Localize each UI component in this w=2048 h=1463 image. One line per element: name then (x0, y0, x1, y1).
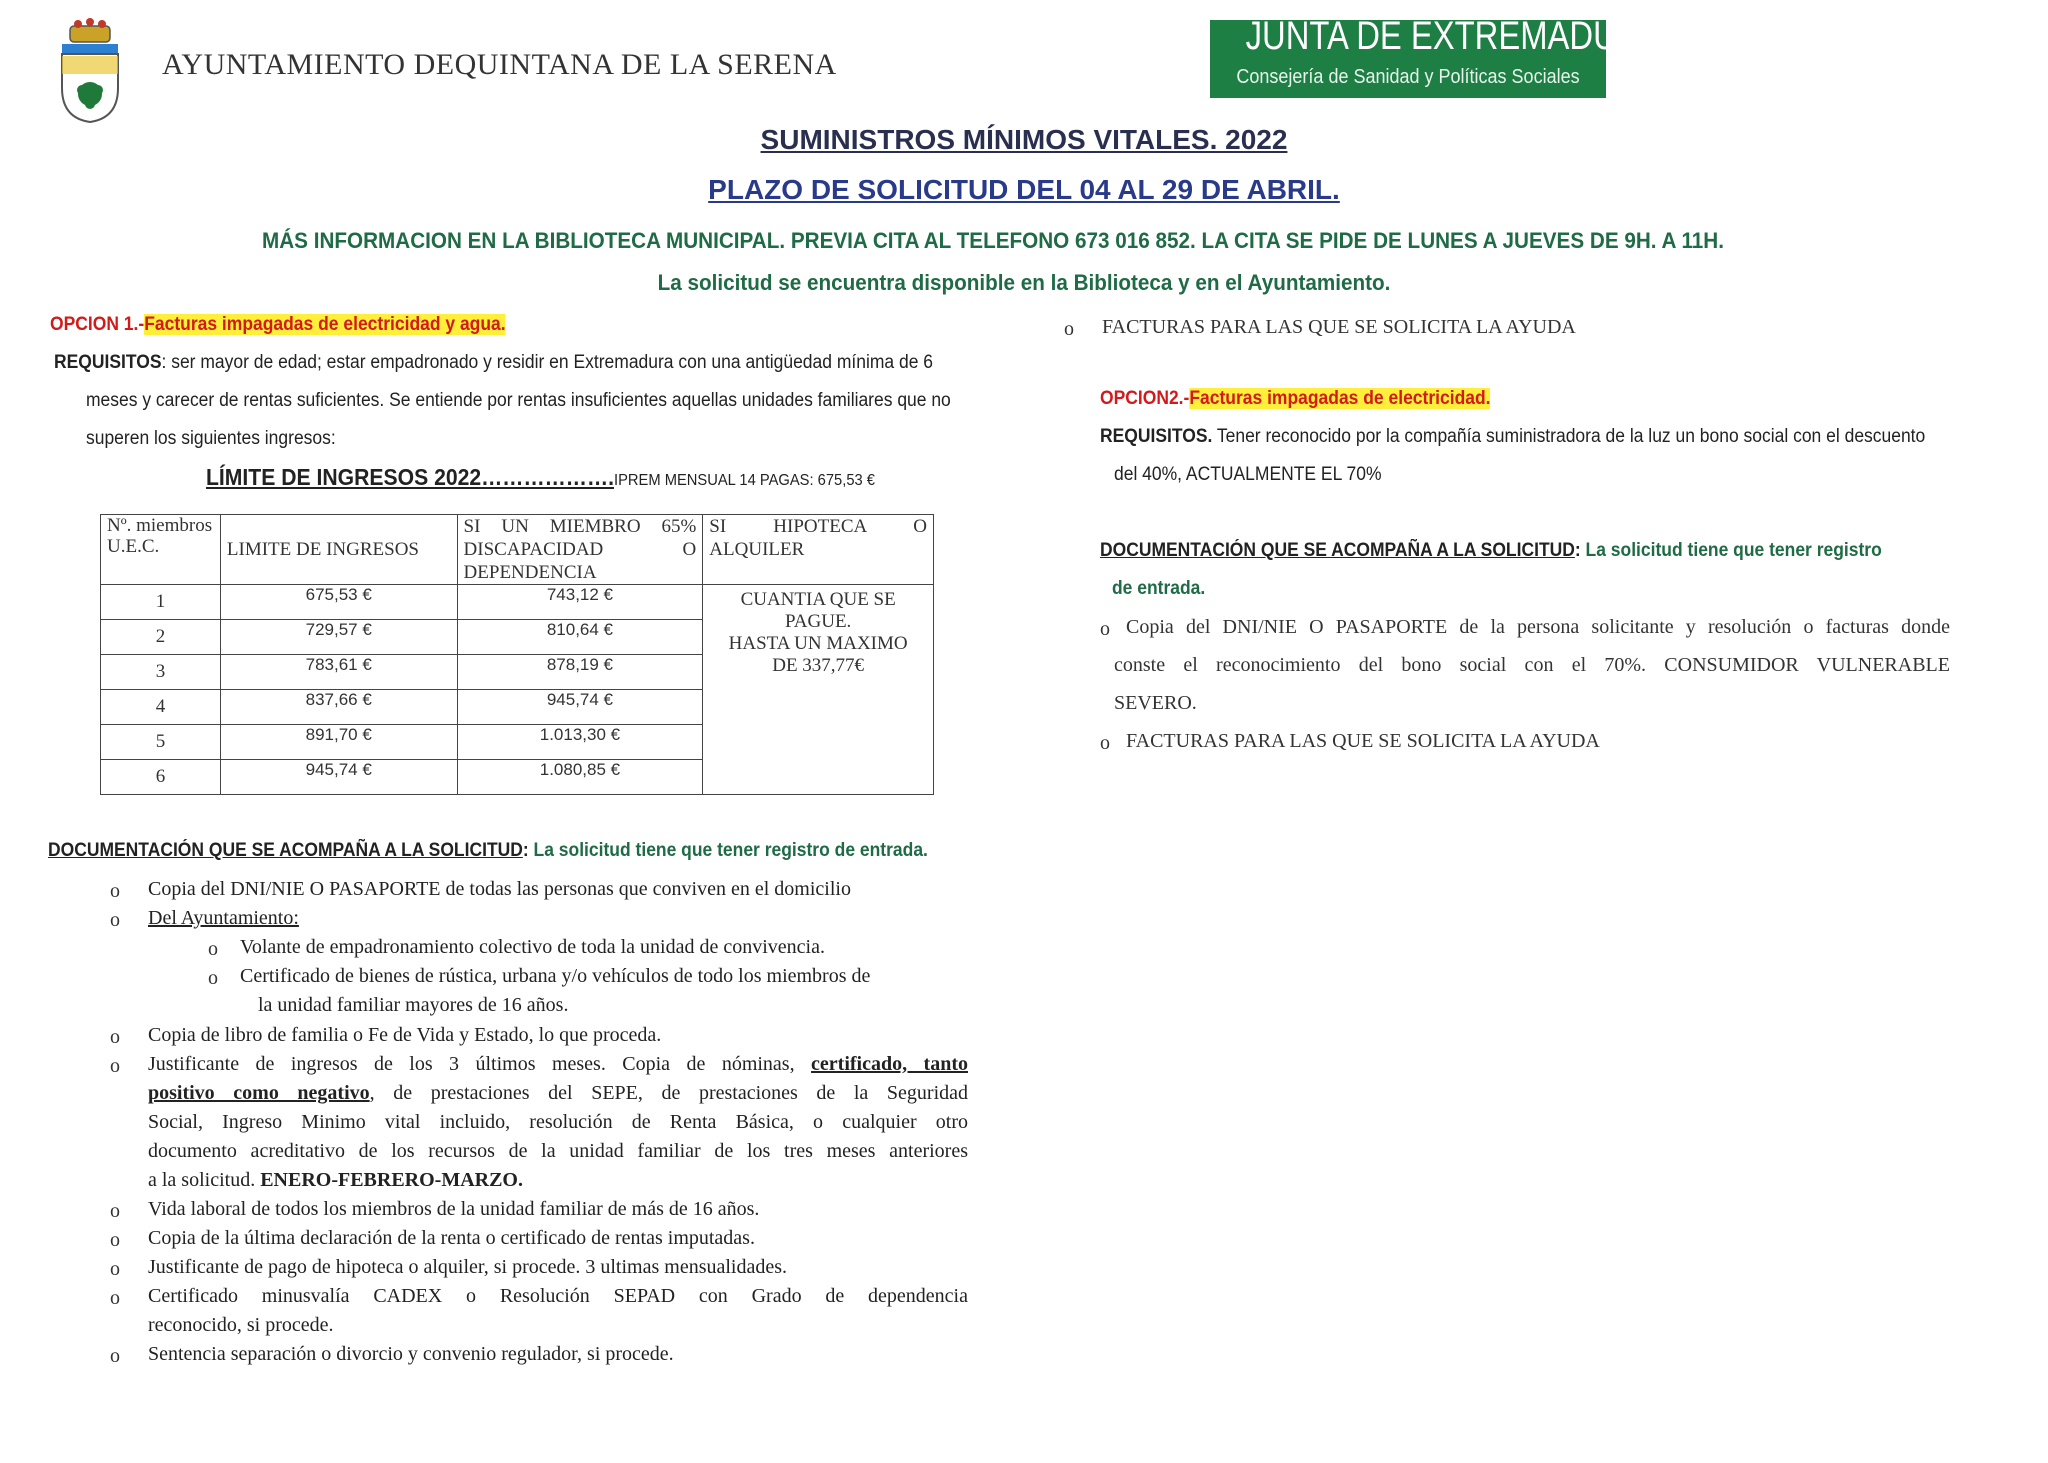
doc1-item-dni: Copia del DNI/NIE O PASAPORTE de todas las personas que conviven en el domicilio (148, 878, 851, 900)
bullet-icon: o (1100, 732, 1110, 754)
doc2-heading: DOCUMENTACIÓN QUE SE ACOMPAÑA A LA SOLICITUD: La solicitud tiene que tener registro (1100, 540, 1882, 561)
bullet-icon: o (110, 1200, 120, 1222)
bullet-icon: o (110, 1287, 120, 1309)
requirements-text: : ser mayor de edad; estar empadronado y residir en Extremadura con una antigüedad mínima de 6 (161, 352, 934, 373)
doc1-sub-certificado-2: la unidad familiar mayores de 16 años. (258, 994, 569, 1016)
table-row (101, 585, 934, 620)
bullet-icon: o (110, 1055, 120, 1077)
limit-cell: 783,61 € (220, 655, 457, 690)
ingresos-text: , de prestaciones del SEPE, de prestaciones de la Seguridad (369, 1082, 969, 1104)
junta-logo (1210, 14, 1663, 98)
doc1-item-libro: Copia de libro de familia o Fe de Vida y Estado, lo que proceda. (148, 1024, 662, 1046)
bullet-icon: o (110, 1258, 120, 1280)
option2-requirements-2: del 40%, ACTUALMENTE EL 70% (1114, 464, 1382, 485)
income-limit-heading (206, 464, 875, 491)
limit-cell: 891,70 € (220, 725, 457, 760)
requirements2-text: Tener reconocido por la compañía suministradora de la luz un bono social con el descuento (1212, 426, 1926, 447)
doc1-item-minusvalia-2: reconocido, si procede. (148, 1314, 334, 1336)
option1-requirements-1 (54, 352, 933, 374)
doc1-item-ingresos-5 (148, 1169, 523, 1192)
header-members: Nº. miembros U.E.C. (101, 515, 221, 585)
option1-label: OPCION 1.- (50, 314, 145, 335)
doc2-item-dni-3: SEVERO. (1114, 692, 1197, 714)
doc2-item-facturas: FACTURAS PARA LAS QUE SE SOLICITA LA AYUDA (1126, 730, 1600, 752)
ingresos-text: a la solicitud. (148, 1169, 261, 1191)
option2-heading (1100, 388, 1491, 410)
option1-heading (50, 314, 506, 336)
disability-cell: 878,19 € (457, 655, 703, 690)
deadline-title: PLAZO DE SOLICITUD DEL 04 AL 29 DE ABRIL. (708, 174, 1340, 205)
doc1-note: La solicitud tiene que tener registro de entrada. (533, 840, 928, 861)
doc2-note: La solicitud tiene que tener registro (1585, 540, 1882, 561)
limit-cell: 837,66 € (220, 690, 457, 725)
doc1-item-ingresos-1 (148, 1053, 968, 1076)
members-cell: 3 (101, 655, 221, 690)
mortgage-cell (703, 585, 934, 795)
doc1-sub-volante: Volante de empadronamiento colectivo de toda la unidad de convivencia. (240, 936, 825, 958)
option1-requirements-3: superen los siguientes ingresos: (86, 428, 336, 449)
doc1-item-sentencia: Sentencia separación o divorcio y convenio regulador, si procede. (148, 1343, 674, 1365)
option1-requirements-2: meses y carecer de rentas suficientes. Se entiende por rentas insuficientes aquellas unidades familiares que no (86, 390, 951, 411)
ingresos-text: Justificante de ingresos de los 3 últimos meses. Copia de nóminas, (148, 1053, 812, 1075)
availability-line: La solicitud se encuentra disponible en la Biblioteca y en el Ayuntamiento. (657, 270, 1391, 295)
header-limit-text: LIMITE DE INGRESOS (226, 538, 420, 560)
requirements-label: REQUISITOS (54, 352, 162, 373)
option1-title: Facturas impagadas de electricidad y agua. (144, 314, 506, 335)
header-limit (220, 515, 457, 585)
iprem-value: IPREM MENSUAL 14 PAGAS: 675,53 € (613, 472, 875, 489)
members-cell: 4 (101, 690, 221, 725)
doc1-item-renta: Copia de la última declaración de la renta o certificado de rentas imputadas. (148, 1227, 755, 1249)
mortgage-note-line: DE 337,77€ (772, 655, 865, 676)
municipality-name: AYUNTAMIENTO DEQUINTANA DE LA SERENA (162, 48, 837, 81)
doc1-item-ayuntamiento: Del Ayuntamiento: (148, 907, 299, 929)
doc1-title: DOCUMENTACIÓN QUE SE ACOMPAÑA A LA SOLICITUD (48, 840, 523, 861)
bullet-icon: o (110, 1229, 120, 1251)
members-cell: 1 (101, 585, 221, 620)
bullet-icon: o (110, 1026, 120, 1048)
bullet-icon: o (110, 1345, 120, 1367)
doc1-sub-certificado-1: Certificado de bienes de rústica, urbana y/o vehículos de todo los miembros de (240, 965, 871, 987)
bullet-icon: o (110, 880, 120, 902)
main-title: SUMINISTROS MÍNIMOS VITALES. 2022 (760, 124, 1288, 155)
members-cell: 5 (101, 725, 221, 760)
coat-of-arms-icon (58, 18, 122, 124)
doc1-heading: DOCUMENTACIÓN QUE SE ACOMPAÑA A LA SOLICITUD: La solicitud tiene que tener registro de entrada. (48, 840, 928, 861)
certificado-emphasis: certificado, tanto (811, 1053, 968, 1075)
option2-label: OPCION2.- (1100, 388, 1190, 409)
option2-requirements-1 (1100, 426, 1925, 448)
mortgage-note-line: HASTA UN MAXIMO (728, 633, 908, 654)
doc1-item-vida-laboral: Vida laboral de todos los miembros de la unidad familiar de más de 16 años. (148, 1198, 760, 1220)
header-disability: SI UN MIEMBRO 65% DISCAPACIDAD O DEPENDENCIA (457, 515, 703, 585)
months-emphasis: ENERO-FEBRERO-MARZO. (260, 1169, 523, 1191)
table-header-row (101, 515, 934, 585)
disability-cell: 945,74 € (457, 690, 703, 725)
doc1-item-ingresos-4: documento acreditativo de los recursos de la unidad familiar de los tres meses anteriores (148, 1140, 968, 1162)
mortgage-note-line: PAGUE. (784, 611, 852, 632)
junta-subtitle: Consejería de Sanidad y Políticas Sociales (1236, 66, 1580, 88)
members-cell: 2 (101, 620, 221, 655)
income-table (100, 514, 934, 795)
bullet-icon: o (1064, 318, 1074, 340)
limit-cell: 945,74 € (220, 760, 457, 795)
requirements2-label: REQUISITOS. (1100, 426, 1213, 447)
facturas-item-opcion1: FACTURAS PARA LAS QUE SE SOLICITA LA AYUDA (1102, 316, 1576, 338)
disability-cell: 743,12 € (457, 585, 703, 620)
doc1-item-ingresos-2 (148, 1082, 968, 1105)
bullet-icon: o (208, 967, 218, 989)
bullet-icon: o (110, 909, 120, 931)
disability-cell: 1.080,85 € (457, 760, 703, 795)
disability-cell: 1.013,30 € (457, 725, 703, 760)
doc2-note-2: de entrada. (1112, 578, 1206, 599)
members-cell: 6 (101, 760, 221, 795)
income-limit-title: LÍMITE DE INGRESOS 2022………………. (206, 464, 614, 490)
doc2-item-dni-1: Copia del DNI/NIE O PASAPORTE de la persona solicitante y resolución o facturas donde (1126, 616, 1950, 638)
option2-title: Facturas impagadas de electricidad. (1189, 388, 1491, 409)
info-line: MÁS INFORMACION EN LA BIBLIOTECA MUNICIPAL. PREVIA CITA AL TELEFONO 673 016 852. LA CITA SE PIDE DE LUNES A JUEVES DE 9H. A 11H. (262, 228, 1724, 253)
positivo-emphasis: positivo como negativo (148, 1082, 370, 1104)
disability-cell: 810,64 € (457, 620, 703, 655)
header-mortgage: SI HIPOTECA O ALQUILER (703, 515, 934, 585)
junta-title: JUNTA DE EXTREMADURA (1245, 14, 1663, 58)
doc2-item-dni-2: conste el reconocimiento del bono social con el 70%. CONSUMIDOR VULNERABLE (1114, 654, 1950, 676)
doc1-item-hipoteca: Justificante de pago de hipoteca o alquiler, si procede. 3 ultimas mensualidades. (148, 1256, 788, 1278)
bullet-icon: o (1100, 618, 1110, 640)
doc2-title: DOCUMENTACIÓN QUE SE ACOMPAÑA A LA SOLICITUD (1100, 540, 1575, 561)
doc1-item-ingresos-3: Social, Ingreso Minimo vital incluido, resolución de Renta Básica, o cualquier otro (148, 1111, 968, 1133)
limit-cell: 729,57 € (220, 620, 457, 655)
mortgage-note-line: CUANTIA QUE SE (740, 589, 896, 610)
limit-cell: 675,53 € (220, 585, 457, 620)
bullet-icon: o (208, 938, 218, 960)
doc1-item-minusvalia-1: Certificado minusvalía CADEX o Resolución SEPAD con Grado de dependencia (148, 1285, 968, 1307)
